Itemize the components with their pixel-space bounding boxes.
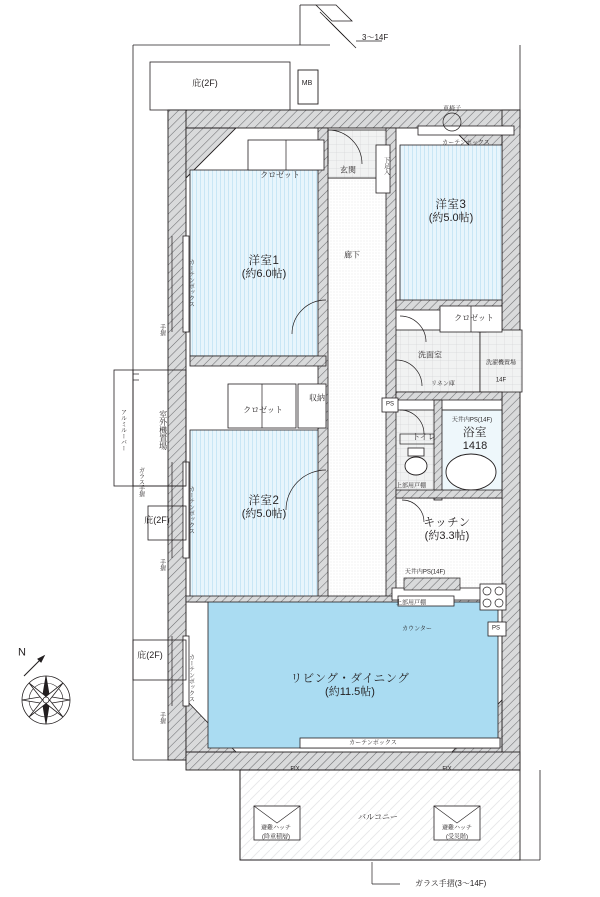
room-name: キッチン xyxy=(423,517,471,530)
bottom-glass-rail-note: ガラス手摺(3～14F) xyxy=(415,879,487,888)
plan-annotation: カーテンボックス xyxy=(187,259,194,307)
plan-annotation: アルミルーバー xyxy=(119,409,126,451)
room-label xyxy=(291,673,410,699)
plan-annotation: 天井内PS(14F) xyxy=(404,569,446,576)
room-name: 洋室3 xyxy=(435,199,467,212)
plan-annotation: リネン庫 xyxy=(431,381,455,388)
plan-annotation: カーテンボックス xyxy=(187,486,194,534)
plan-annotation: 手摺 xyxy=(158,559,165,571)
plan-annotation: 廊下 xyxy=(344,250,360,260)
plan-annotation: トイレ xyxy=(412,432,436,442)
plan-annotation: 車椅子 xyxy=(442,106,462,113)
room-label xyxy=(423,517,470,543)
plan-annotation: 庇(2F) xyxy=(137,649,163,660)
plan-annotation: FIX xyxy=(442,766,452,773)
plan-annotation: 14F xyxy=(495,377,507,384)
plan-annotation: 庇(2F) xyxy=(192,77,218,88)
room-label xyxy=(429,199,474,225)
plan-annotation: クロゼット xyxy=(454,313,494,323)
plan-annotation: PS xyxy=(385,401,395,408)
plan-annotation: (受災階) xyxy=(446,834,468,841)
plan-annotation: FIX xyxy=(290,766,300,773)
plan-annotation: バルコニー xyxy=(358,812,398,822)
plan-annotation: 手摺 xyxy=(158,324,165,336)
room-label xyxy=(463,427,487,453)
plan-annotation: 手摺 xyxy=(158,712,165,724)
plan-annotation: 収納 xyxy=(309,393,325,403)
plan-annotation: カーテンボックス xyxy=(442,140,490,147)
plan-annotation: 避難ハッチ xyxy=(441,825,473,832)
plan-annotation: クロゼット xyxy=(243,405,283,415)
plan-annotation: カーテンボックス xyxy=(349,740,397,747)
plan-annotation: カーテンボックス xyxy=(187,654,194,702)
room-label xyxy=(242,255,287,281)
top-floor-note: 3～14F xyxy=(362,33,389,42)
plan-annotation: MB xyxy=(301,79,313,87)
plan-annotation: 洗濯機置場 xyxy=(485,360,517,367)
room-size: (約3.3帖) xyxy=(424,530,470,543)
plan-annotation: (降重積層) xyxy=(262,834,290,841)
room-name: 浴室 xyxy=(462,427,487,440)
room-size: (約5.0帖) xyxy=(241,508,287,521)
plan-annotation: クロゼット xyxy=(260,170,300,180)
plan-annotation: カウンター xyxy=(402,626,432,633)
plan-annotation: 洗面室 xyxy=(418,350,442,360)
plan-annotation: 庇(2F) xyxy=(144,514,170,525)
plan-annotation: 室外機置場 xyxy=(158,410,168,450)
plan-annotation: 上部用戸棚 xyxy=(395,600,427,607)
plan-annotation: 避難ハッチ xyxy=(260,825,292,832)
room-name: リビング・ダイニング xyxy=(290,673,410,686)
plan-annotation: 玄関 xyxy=(340,165,356,175)
plan-annotation: ガラス手摺 xyxy=(137,467,144,497)
plan-annotation: 上部用戸棚 xyxy=(395,483,427,490)
plan-annotation: 下足入 xyxy=(382,157,389,175)
room-size: (約6.0帖) xyxy=(241,268,287,281)
room-name: 洋室1 xyxy=(248,255,280,268)
room-size: (約5.0帖) xyxy=(428,212,474,225)
plan-annotation: 天井内PS(14F) xyxy=(451,417,493,424)
room-name: 洋室2 xyxy=(248,495,280,508)
room-size: (約11.5帖) xyxy=(325,686,375,699)
plan-annotation: PS xyxy=(491,625,501,632)
room-label xyxy=(242,495,287,521)
room-size: 1418 xyxy=(462,440,488,453)
compass-north-label: N xyxy=(18,646,26,659)
